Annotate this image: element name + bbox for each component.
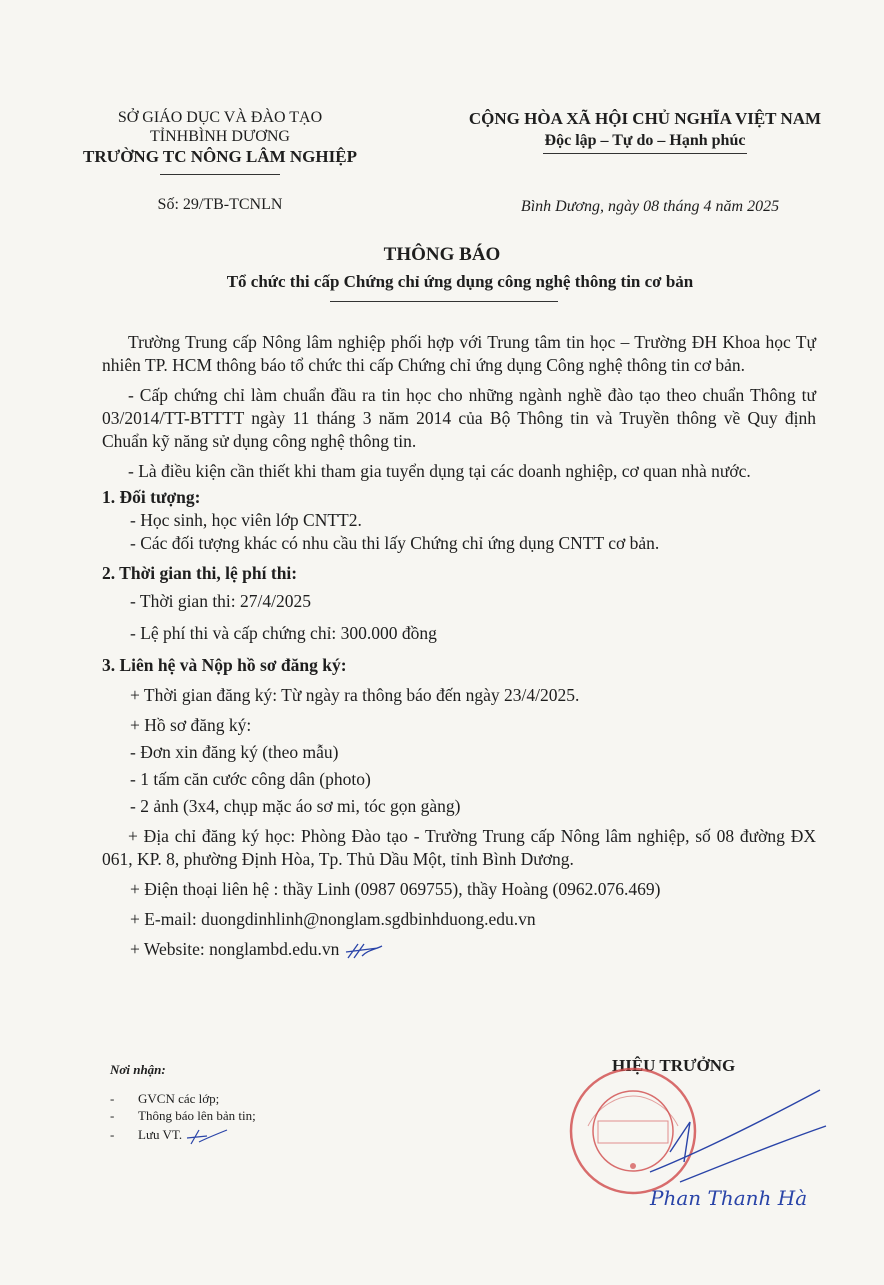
signatory-name: Phan Thanh Hà xyxy=(650,1186,808,1210)
registration-address: + Địa chỉ đăng ký học: Phòng Đào tạo - Trường Trung cấp Nông lâm nghiệp, số 08 đường ĐX 061, KP. 8, phường Định Hòa, Tp. Thủ Dầu Một, tỉnh Bình Dương. xyxy=(102,826,816,869)
motto: Độc lập – Tự do – Hạnh phúc xyxy=(543,130,748,154)
document-subtitle: Tổ chức thi cấp Chứng chỉ ứng dụng công nghệ thông tin cơ bản xyxy=(226,272,694,291)
exam-date: - Thời gian thi: 27/4/2025 xyxy=(130,591,312,611)
initial-mark-icon xyxy=(344,940,384,962)
contact-email: + E-mail: duongdinhlinh@nonglam.sgdbinhduong.edu.vn xyxy=(130,909,536,929)
document-body xyxy=(102,331,816,962)
list-item: - Học sinh, học viên lớp CNTT2. xyxy=(130,510,362,530)
dossier-item: - Đơn xin đăng ký (theo mẫu) xyxy=(130,742,339,762)
recipient-item: - Lưu VT. xyxy=(110,1124,256,1148)
subtitle-underline xyxy=(330,301,558,302)
recipient-item: - Thông báo lên bản tin; xyxy=(110,1108,256,1123)
website-text: + Website: nonglambd.edu.vn xyxy=(130,939,340,959)
intro-paragraph: Trường Trung cấp Nông lâm nghiệp phối hợp với Trung tâm tin học – Trường ĐH Khoa học Tự nhiên TP. HCM thông báo tổ chức thi cấp Chứng chỉ ứng dụng Công nghệ thông tin cơ bản. xyxy=(102,332,816,375)
recipient-item: - GVCN các lớp; xyxy=(110,1091,220,1106)
section-heading-audience: 1. Đối tượng: xyxy=(102,487,201,507)
issuer-province: TỈNHBÌNH DƯƠNG xyxy=(150,128,290,145)
issuer-underline xyxy=(160,174,280,175)
section-heading-schedule: 2. Thời gian thi, lệ phí thi: xyxy=(102,563,298,583)
issuer-block xyxy=(60,108,380,175)
contact-website xyxy=(102,938,816,962)
place-and-date: Bình Dương, ngày 08 tháng 4 năm 2025 xyxy=(520,198,780,215)
section-heading-contact: 3. Liên hệ và Nộp hồ sơ đăng ký: xyxy=(102,655,347,675)
initial-mark-icon xyxy=(185,1124,229,1148)
intro-paragraph: - Là điều kiện cần thiết khi tham gia tuyển dụng tại các doanh nghiệp, cơ quan nhà nước. xyxy=(128,461,751,481)
signature-stroke-icon xyxy=(640,1082,830,1192)
issuer-department: SỞ GIÁO DỤC VÀ ĐÀO TẠO xyxy=(117,109,323,126)
dossier-item: - 2 ảnh (3x4, chụp mặc áo sơ mi, tóc gọn gàng) xyxy=(130,796,461,816)
dossier-label: + Hồ sơ đăng ký: xyxy=(130,715,252,735)
contact-phone: + Điện thoại liên hệ : thầy Linh (0987 069755), thầy Hoàng (0962.076.469) xyxy=(130,879,661,899)
document-number: Số: 29/TB-TCNLN xyxy=(157,196,283,213)
national-motto-block xyxy=(430,108,860,154)
intro-paragraph: - Cấp chứng chỉ làm chuẩn đầu ra tin học cho những ngành nghề đào tạo theo chuẩn Thông tư 03/2014/TT-BTTTT ngày 11 tháng 3 năm 2014 của Bộ Thông tin và Truyền thông về Quy định Chuẩn kỹ năng sử dụng công nghệ thông tin. xyxy=(102,385,816,451)
country-name: CỘNG HÒA XÃ HỘI CHỦ NGHĨA VIỆT NAM xyxy=(468,109,822,128)
signatory-role: HIỆU TRƯỞNG xyxy=(612,1056,736,1075)
list-item: - Các đối tượng khác có nhu cầu thi lấy Chứng chỉ ứng dụng CNTT cơ bản. xyxy=(130,533,660,553)
registration-period: + Thời gian đăng ký: Từ ngày ra thông báo đến ngày 23/4/2025. xyxy=(130,685,580,705)
recipients-block xyxy=(110,1062,256,1148)
dossier-item: - 1 tấm căn cước công dân (photo) xyxy=(130,769,371,789)
issuer-school: TRƯỜNG TC NÔNG LÂM NGHIỆP xyxy=(83,147,357,166)
recipients-heading: Nơi nhận: xyxy=(110,1062,166,1077)
document-title: THÔNG BÁO xyxy=(383,244,501,265)
exam-fee: - Lệ phí thi và cấp chứng chỉ: 300.000 đồng xyxy=(130,623,437,643)
